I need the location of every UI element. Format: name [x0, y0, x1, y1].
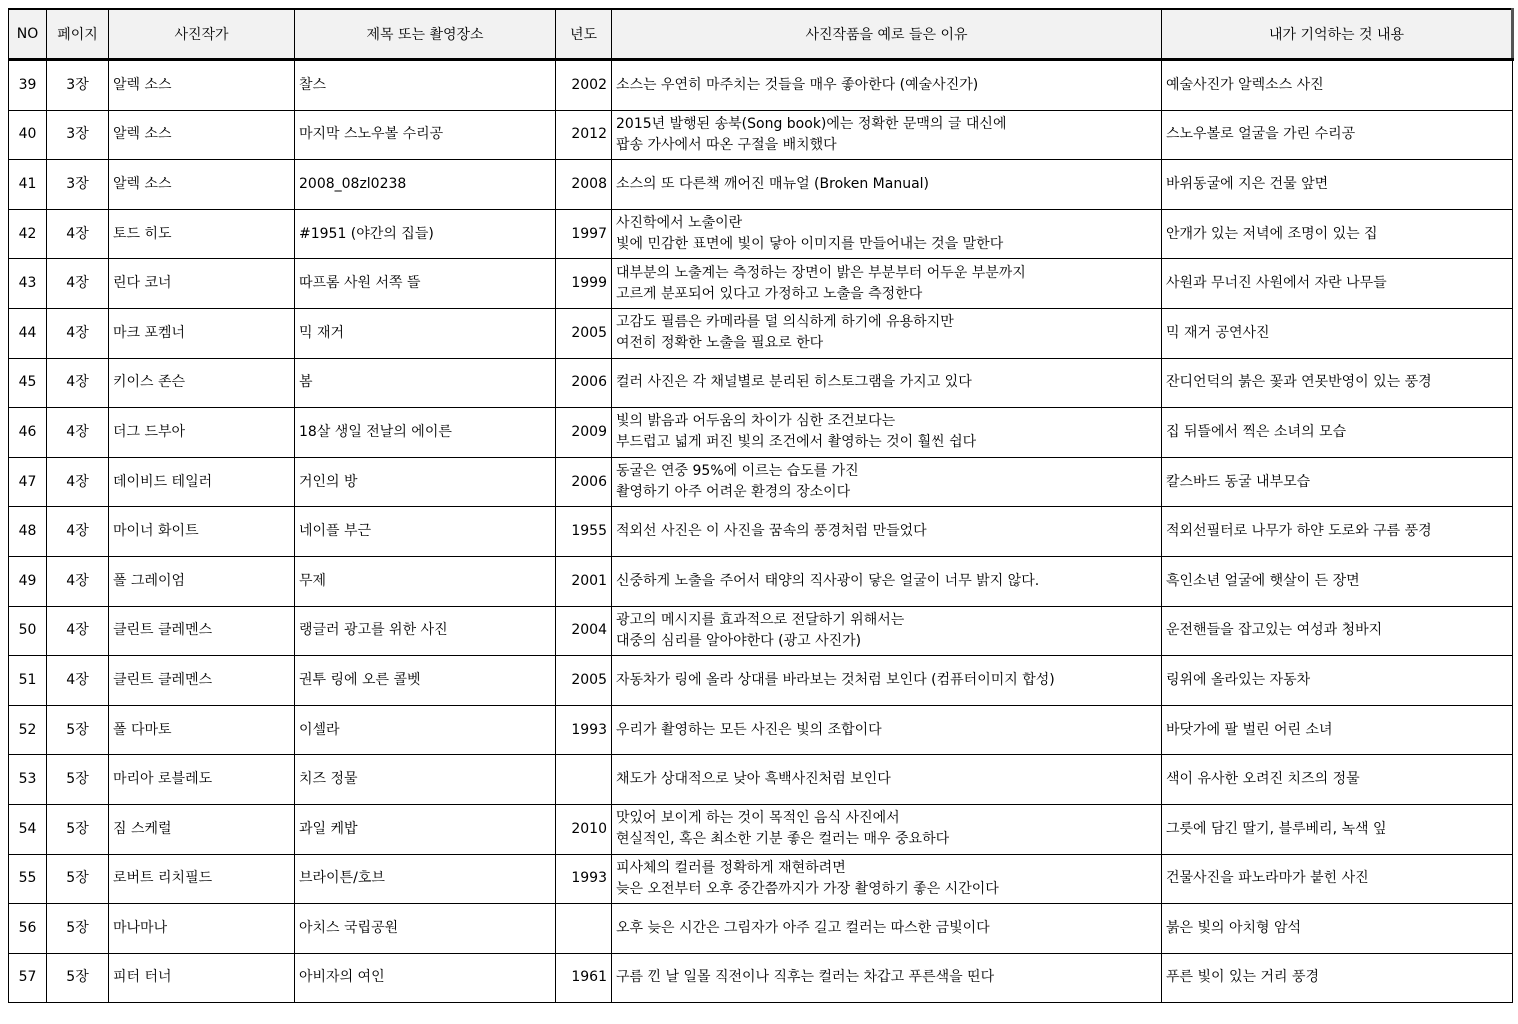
cell-no[interactable]: 49	[9, 556, 47, 606]
table-row	[9, 160, 1513, 210]
reason-line: 빛에 민감한 표면에 빛이 닿아 이미지를 만들어내는 것을 말한다	[616, 236, 1004, 253]
header-title[interactable]: 제목 또는 촬영장소	[295, 9, 556, 60]
cell-page[interactable]: 4장	[47, 457, 109, 507]
cell-artist[interactable]: 마이너 화이트	[109, 507, 295, 557]
cell-no[interactable]: 39	[9, 60, 47, 111]
cell-artist[interactable]: 린다 코너	[109, 259, 295, 309]
table-row	[9, 507, 1513, 557]
cell-year[interactable]: 2010	[556, 804, 612, 854]
reason-line: 채도가 상대적으로 낮아 흑백사진처럼 보인다	[616, 771, 891, 788]
cell-artist[interactable]: 더그 드부아	[109, 408, 295, 458]
table-row	[9, 60, 1513, 111]
cell-artist[interactable]: 폴 다마토	[109, 705, 295, 755]
cell-page[interactable]: 4장	[47, 209, 109, 259]
cell-memo[interactable]: 흑인소년 얼굴에 햇살이 든 장면	[1162, 556, 1513, 606]
cell-year[interactable]	[556, 904, 612, 954]
table-row	[9, 705, 1513, 755]
table-row	[9, 953, 1513, 1003]
cell-page[interactable]: 3장	[47, 110, 109, 160]
header-row	[9, 9, 1513, 60]
table-row	[9, 854, 1513, 904]
reason-line: 부드럽고 넓게 퍼진 빛의 조건에서 촬영하는 것이 훨씬 쉽다	[616, 434, 977, 451]
cell-artist[interactable]: 마리아 로블레도	[109, 755, 295, 805]
cell-title[interactable]: 브라이튼/호브	[295, 854, 556, 904]
cell-year[interactable]	[556, 755, 612, 805]
reason-line: 사진학에서 노출이란	[616, 215, 743, 232]
table-row	[9, 308, 1513, 358]
cell-reason[interactable]	[612, 160, 1162, 210]
cell-no[interactable]: 45	[9, 358, 47, 408]
cell-title[interactable]: 아치스 국립공원	[295, 904, 556, 954]
header-page[interactable]: 페이지	[47, 9, 109, 60]
cell-page[interactable]: 4장	[47, 259, 109, 309]
reason-line: 팝송 가사에서 따온 구절을 배치했다	[616, 136, 837, 153]
cell-year[interactable]: 2012	[556, 110, 612, 160]
cell-memo[interactable]: 예술사진가 알렉소스 사진	[1162, 60, 1513, 111]
reason-line: 동굴은 연중 95%에 이르는 습도를 가진	[616, 463, 859, 480]
cell-title[interactable]: 치즈 정물	[295, 755, 556, 805]
cell-page[interactable]: 4장	[47, 606, 109, 656]
cell-artist[interactable]: 클린트 클레멘스	[109, 656, 295, 706]
cell-artist[interactable]: 알렉 소스	[109, 160, 295, 210]
table-body	[9, 60, 1513, 1003]
cell-reason[interactable]	[612, 507, 1162, 557]
cell-no[interactable]: 41	[9, 160, 47, 210]
cell-title[interactable]: #1951 (야간의 집들)	[295, 209, 556, 259]
cell-artist[interactable]: 알렉 소스	[109, 110, 295, 160]
cell-year[interactable]: 2009	[556, 408, 612, 458]
cell-no[interactable]: 54	[9, 804, 47, 854]
cell-memo[interactable]: 그릇에 담긴 딸기, 블루베리, 녹색 잎	[1162, 804, 1513, 854]
cell-title[interactable]: 이셀라	[295, 705, 556, 755]
cell-year[interactable]: 2004	[556, 606, 612, 656]
cell-memo[interactable]: 안개가 있는 저녁에 조명이 있는 집	[1162, 209, 1513, 259]
cell-page[interactable]: 4장	[47, 358, 109, 408]
cell-no[interactable]: 53	[9, 755, 47, 805]
cell-reason[interactable]	[612, 308, 1162, 358]
cell-year[interactable]: 1955	[556, 507, 612, 557]
cell-reason[interactable]	[612, 457, 1162, 507]
cell-reason[interactable]	[612, 60, 1162, 111]
cell-memo[interactable]: 집 뒤뜰에서 찍은 소녀의 모습	[1162, 408, 1513, 458]
cell-year[interactable]: 1993	[556, 854, 612, 904]
cell-title[interactable]: 18살 생일 전날의 에이른	[295, 408, 556, 458]
cell-page[interactable]: 5장	[47, 705, 109, 755]
cell-year[interactable]: 2005	[556, 656, 612, 706]
cell-memo[interactable]: 링위에 올라있는 자동차	[1162, 656, 1513, 706]
cell-no[interactable]: 56	[9, 904, 47, 954]
cell-page[interactable]: 5장	[47, 904, 109, 954]
reason-line: 촬영하기 아주 어려운 환경의 장소이다	[616, 484, 851, 501]
table-header	[9, 9, 1513, 60]
reason-line: 구름 낀 날 일몰 직전이나 직후는 컬러는 차갑고 푸른색을 띤다	[616, 969, 995, 986]
cell-memo[interactable]: 색이 유사한 오려진 치즈의 정물	[1162, 755, 1513, 805]
reason-line: 신중하게 노출을 주어서 태양의 직사광이 닿은 얼굴이 너무 밝지 않다.	[616, 572, 1040, 589]
cell-reason[interactable]	[612, 408, 1162, 458]
cell-no[interactable]: 55	[9, 854, 47, 904]
cell-title[interactable]: 네이플 부근	[295, 507, 556, 557]
cell-reason[interactable]	[612, 854, 1162, 904]
cell-page[interactable]: 4장	[47, 308, 109, 358]
cell-year[interactable]: 2006	[556, 457, 612, 507]
reason-line: 자동차가 링에 올라 상대를 바라보는 것처럼 보인다 (컴퓨터이미지 합성)	[616, 671, 1055, 688]
cell-no[interactable]: 50	[9, 606, 47, 656]
cell-page[interactable]: 4장	[47, 408, 109, 458]
cell-reason[interactable]	[612, 606, 1162, 656]
cell-memo[interactable]: 건물사진을 파노라마가 붙힌 사진	[1162, 854, 1513, 904]
cell-memo[interactable]: 바닷가에 팔 벌린 어린 소녀	[1162, 705, 1513, 755]
table-row	[9, 606, 1513, 656]
reason-line: 대중의 심리를 알아야한다 (광고 사진가)	[616, 632, 862, 649]
cell-page[interactable]: 4장	[47, 507, 109, 557]
cell-reason[interactable]	[612, 209, 1162, 259]
header-year[interactable]: 년도	[556, 9, 612, 60]
cell-memo[interactable]: 적외선필터로 나무가 하얀 도로와 구름 풍경	[1162, 507, 1513, 557]
table-row	[9, 457, 1513, 507]
table-row	[9, 556, 1513, 606]
cell-reason[interactable]	[612, 953, 1162, 1003]
cell-artist[interactable]: 데이비드 테일러	[109, 457, 295, 507]
cell-year[interactable]: 2008	[556, 160, 612, 210]
table-row	[9, 755, 1513, 805]
reason-line: 소스의 또 다른책 깨어진 매뉴얼 (Broken Manual)	[616, 175, 930, 192]
cell-no[interactable]: 57	[9, 953, 47, 1003]
reason-line: 고감도 필름은 카메라를 덜 의식하게 하기에 유용하지만	[616, 314, 954, 331]
cell-page[interactable]: 5장	[47, 953, 109, 1003]
table-row	[9, 358, 1513, 408]
cell-artist[interactable]: 토드 히도	[109, 209, 295, 259]
table-row	[9, 408, 1513, 458]
cell-page[interactable]: 3장	[47, 160, 109, 210]
cell-title[interactable]: 봄	[295, 358, 556, 408]
header-no[interactable]: NO	[9, 9, 47, 60]
cell-reason[interactable]	[612, 358, 1162, 408]
reason-line: 적외선 사진은 이 사진을 꿈속의 풍경처럼 만들었다	[616, 523, 927, 540]
cell-year[interactable]: 1993	[556, 705, 612, 755]
cell-page[interactable]: 5장	[47, 804, 109, 854]
cell-artist[interactable]: 알렉 소스	[109, 60, 295, 111]
photo-works-table	[8, 8, 1514, 1003]
table-row	[9, 656, 1513, 706]
cell-title[interactable]: 권투 링에 오른 콜벳	[295, 656, 556, 706]
cell-artist[interactable]: 짐 스케럴	[109, 804, 295, 854]
reason-line: 늦은 오전부터 오후 중간쯤까지가 가장 촬영하기 좋은 시간이다	[616, 880, 999, 897]
reason-line: 오후 늦은 시간은 그림자가 아주 길고 컬러는 따스한 금빛이다	[616, 919, 990, 936]
cell-no[interactable]: 47	[9, 457, 47, 507]
cell-title[interactable]: 아비자의 여인	[295, 953, 556, 1003]
cell-memo[interactable]: 붉은 빛의 아치형 암석	[1162, 904, 1513, 954]
cell-memo[interactable]: 운전핸들을 잡고있는 여성과 청바지	[1162, 606, 1513, 656]
header-reason[interactable]: 사진작품을 예로 들은 이유	[612, 9, 1162, 60]
cell-artist[interactable]: 클린트 클레멘스	[109, 606, 295, 656]
reason-line: 대부분의 노출계는 측정하는 장면이 밝은 부분부터 어두운 부분까지	[616, 264, 1026, 281]
cell-artist[interactable]: 마크 포켐너	[109, 308, 295, 358]
cell-no[interactable]: 42	[9, 209, 47, 259]
cell-page[interactable]: 3장	[47, 60, 109, 111]
cell-no[interactable]: 40	[9, 110, 47, 160]
table-row	[9, 804, 1513, 854]
cell-title[interactable]: 따프롬 사원 서쪽 뜰	[295, 259, 556, 309]
cell-title[interactable]: 찰스	[295, 60, 556, 111]
cell-year[interactable]: 1961	[556, 953, 612, 1003]
cell-title[interactable]: 2008_08zl0238	[295, 160, 556, 210]
cell-title[interactable]: 거인의 방	[295, 457, 556, 507]
cell-year[interactable]: 2001	[556, 556, 612, 606]
reason-line: 현실적인, 혹은 최소한 기분 좋은 컬러는 매우 중요하다	[616, 831, 950, 848]
cell-memo[interactable]: 사원과 무너진 사원에서 자란 나무들	[1162, 259, 1513, 309]
cell-year[interactable]: 2002	[556, 60, 612, 111]
table-row	[9, 209, 1513, 259]
cell-title[interactable]: 무제	[295, 556, 556, 606]
table-row	[9, 259, 1513, 309]
cell-reason[interactable]	[612, 804, 1162, 854]
cell-no[interactable]: 46	[9, 408, 47, 458]
cell-artist[interactable]: 폴 그레이엄	[109, 556, 295, 606]
reason-line: 2015년 발행된 송북(Song book)에는 정확한 문맥의 글 대신에	[616, 115, 1007, 132]
header-artist[interactable]: 사진작가	[109, 9, 295, 60]
cell-page[interactable]: 5장	[47, 755, 109, 805]
reason-line: 여전히 정확한 노출을 필요로 한다	[616, 335, 824, 352]
cell-year[interactable]: 1999	[556, 259, 612, 309]
cell-no[interactable]: 52	[9, 705, 47, 755]
reason-line: 우리가 촬영하는 모든 사진은 빛의 조합이다	[616, 721, 882, 738]
cell-reason[interactable]	[612, 755, 1162, 805]
cell-memo[interactable]: 믹 재거 공연사진	[1162, 308, 1513, 358]
cell-page[interactable]: 4장	[47, 656, 109, 706]
cell-memo[interactable]: 바위동굴에 지은 건물 앞면	[1162, 160, 1513, 210]
cell-artist[interactable]: 마나마나	[109, 904, 295, 954]
reason-line: 고르게 분포되어 있다고 가정하고 노출을 측정한다	[616, 285, 923, 302]
cell-no[interactable]: 51	[9, 656, 47, 706]
reason-line: 맛있어 보이게 하는 것이 목적인 음식 사진에서	[616, 810, 900, 827]
cell-title[interactable]: 랭글러 광고를 위한 사진	[295, 606, 556, 656]
cell-no[interactable]: 44	[9, 308, 47, 358]
reason-line: 소스는 우연히 마주치는 것들을 매우 좋아한다 (예술사진가)	[616, 76, 979, 93]
cell-memo[interactable]: 칼스바드 동굴 내부모습	[1162, 457, 1513, 507]
spreadsheet	[8, 8, 1514, 1003]
cell-year[interactable]: 2006	[556, 358, 612, 408]
cell-year[interactable]: 1997	[556, 209, 612, 259]
cell-reason[interactable]	[612, 259, 1162, 309]
reason-line: 광고의 메시지를 효과적으로 전달하기 위해서는	[616, 611, 905, 628]
cell-page[interactable]: 4장	[47, 556, 109, 606]
cell-title[interactable]: 과일 케밥	[295, 804, 556, 854]
reason-line: 빛의 밝음과 어두움의 차이가 심한 조건보다는	[616, 413, 896, 430]
cell-reason[interactable]	[612, 904, 1162, 954]
cell-reason[interactable]	[612, 705, 1162, 755]
cell-title[interactable]: 마지막 스노우볼 수리공	[295, 110, 556, 160]
header-memo[interactable]: 내가 기억하는 것 내용	[1162, 9, 1513, 60]
cell-year[interactable]: 2005	[556, 308, 612, 358]
cell-artist[interactable]: 피터 터너	[109, 953, 295, 1003]
cell-no[interactable]: 43	[9, 259, 47, 309]
cell-page[interactable]: 5장	[47, 854, 109, 904]
reason-line: 컬러 사진은 각 채널별로 분리된 히스토그램을 가지고 있다	[616, 374, 972, 391]
cell-reason[interactable]	[612, 656, 1162, 706]
cell-artist[interactable]: 키이스 존슨	[109, 358, 295, 408]
cell-memo[interactable]: 잔디언덕의 붉은 꽃과 연못반영이 있는 풍경	[1162, 358, 1513, 408]
cell-title[interactable]: 믹 재거	[295, 308, 556, 358]
reason-line: 피사체의 컬러를 정확하게 재현하려면	[616, 859, 846, 876]
cell-no[interactable]: 48	[9, 507, 47, 557]
cell-reason[interactable]	[612, 556, 1162, 606]
cell-memo[interactable]: 푸른 빛이 있는 거리 풍경	[1162, 953, 1513, 1003]
table-row	[9, 904, 1513, 954]
cell-artist[interactable]: 로버트 리치필드	[109, 854, 295, 904]
table-row	[9, 110, 1513, 160]
cell-reason[interactable]	[612, 110, 1162, 160]
cell-memo[interactable]: 스노우볼로 얼굴을 가린 수리공	[1162, 110, 1513, 160]
